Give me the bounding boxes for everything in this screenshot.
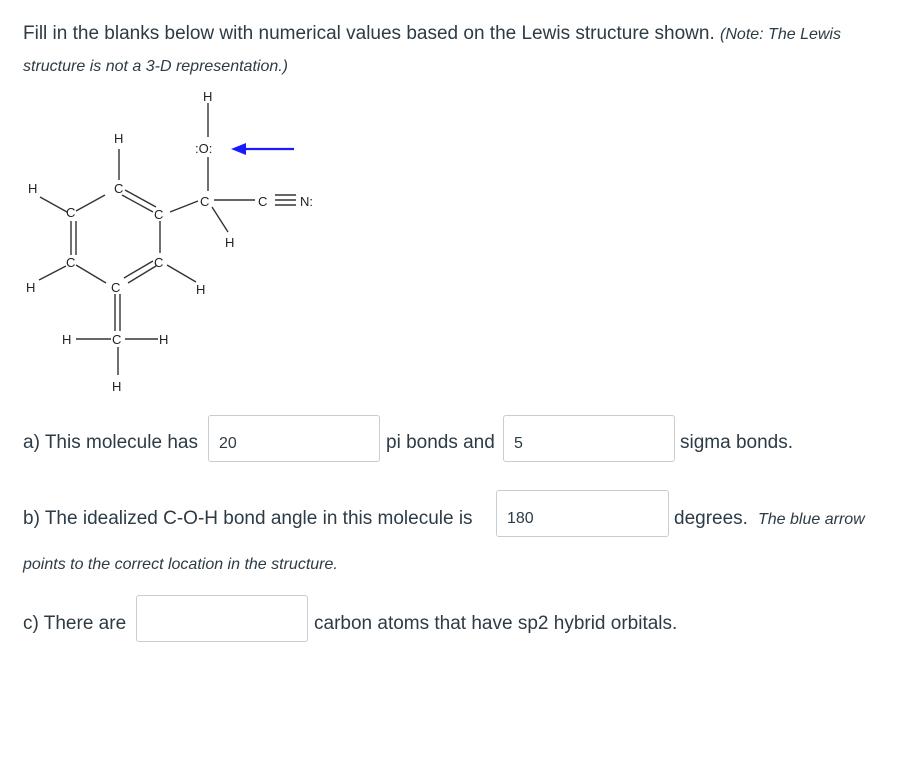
question-b-angle-input[interactable] [496,490,669,537]
atom-h-ring-top: H [114,131,124,146]
question-b-suffix: degrees. [674,508,748,529]
atom-h-methyl-bottom: H [112,379,122,394]
question-a-suffix: sigma bonds. [680,432,794,453]
instructions-main: Fill in the blanks below with numerical values based on the Lewis structure shown. [23,23,715,44]
blue-arrow-icon [231,143,294,155]
atom-c-nitrile: C [258,194,268,209]
question-b-note-line2: points to the correct location in the structure. [23,556,338,573]
question-a-middle: pi bonds and [386,432,495,453]
atom-c-methyl: C [112,332,122,347]
atom-h-ring-right: H [196,282,206,297]
atom-h-methyl-right: H [159,332,169,347]
atom-c-ring-top: C [114,181,124,196]
question-a-prefix: a) This molecule has [23,432,198,453]
atom-h-top: H [203,89,213,104]
question-c-sp2-carbons-input[interactable] [136,595,308,642]
instructions-note: (Note: The Lewis structure is not a 3-D representation.) [23,26,841,75]
question-a-sigma-bonds-input[interactable] [503,415,675,462]
atom-c-ring-lower-right: C [154,255,164,270]
question-b-note-line1: The blue arrow [758,511,865,528]
atom-h-left-top: H [28,181,38,196]
atom-nitrogen: N: [300,194,313,209]
atom-h-left-bottom: H [26,280,36,295]
atom-c-center: C [200,194,210,209]
atom-h-center: H [225,235,235,250]
atom-h-methyl-left: H [62,332,72,347]
question-b-prefix: b) The idealized C-O-H bond angle in this molecule is [23,508,473,529]
atom-c-ring-lower-left: C [66,255,76,270]
atom-c-ring-left: C [66,205,76,220]
question-c-suffix: carbon atoms that have sp2 hybrid orbitals. [314,613,678,634]
atom-c-ring-bottom: C [111,280,121,295]
lewis-structure [18,85,328,400]
question-a-pi-bonds-input[interactable] [208,415,380,462]
instructions [23,18,893,82]
question-c-prefix: c) There are [23,613,127,634]
atom-c-ring-right: C [154,207,164,222]
atom-oxygen: :O: [195,141,213,156]
